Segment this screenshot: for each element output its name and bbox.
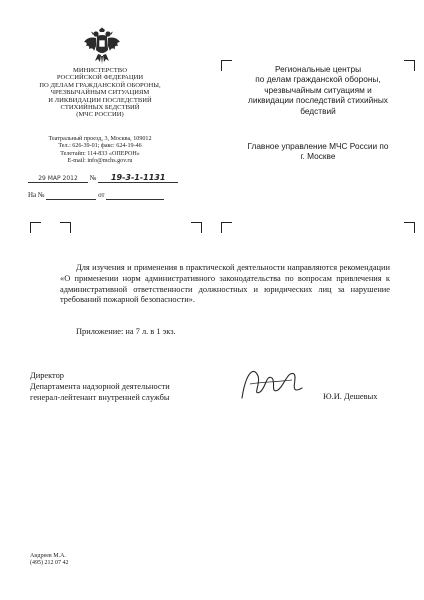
attachment-line: Приложение: на 7 л. в 1 экз. — [76, 327, 176, 336]
body-paragraph: Для изучения и применения в практической деятельности направляются рекомендации «О применении норм административного законодательства по вопросам привлечения к административной ответственности должностных и юридических лиц за нарушение требований пожарной безопасности». — [60, 263, 390, 305]
addressee-line: Региональные центры — [274, 64, 362, 74]
contact-phone: Тел.: 626-39-01; факс: 624-19-46 — [58, 143, 142, 150]
reply-from-label: от — [98, 191, 105, 199]
address-corner-tr — [191, 222, 202, 233]
contact-email: E-mail: info@mchs.gov.ru — [67, 158, 133, 165]
addressee-line: Главное управление МЧС России по — [247, 141, 389, 151]
addressee-block — [226, 64, 410, 116]
organization-header — [20, 67, 180, 119]
org-line: МИНИСТЕРСТВО — [73, 67, 127, 74]
reg-date: 29 МАР 2012 — [38, 175, 78, 182]
reg-date-field — [28, 174, 88, 183]
reg-no-label: № — [89, 174, 97, 182]
addressee-block-2 — [226, 141, 410, 162]
addressee-line: по делам гражданской обороны, — [255, 74, 381, 85]
signer-rank: генерал-лейтенант внутренней службы — [30, 392, 170, 402]
signature-block — [30, 371, 270, 403]
org-line: ЧРЕЗВЫЧАЙНЫМ СИТУАЦИЯМ — [50, 89, 150, 97]
reply-number-field — [46, 191, 96, 200]
org-line: И ЛИКВИДАЦИИ ПОСЛЕДСТВИЙ — [48, 96, 152, 104]
reply-date-field — [106, 191, 164, 200]
addressee-line: г. Москве — [300, 151, 336, 162]
reg-number-field — [98, 173, 178, 183]
letter-body — [60, 263, 390, 306]
signer-name: Ю.И. Дешевых — [323, 392, 378, 401]
contact-address: Театральный проезд, 3, Москва, 109012 — [48, 136, 152, 142]
reg-number: 19-3-1-1131 — [110, 173, 166, 182]
contact-teletype: Телетайп: 114-833 «ОПЕРОН» — [60, 150, 140, 157]
org-line: (МЧС РОССИИ) — [76, 111, 124, 119]
registration-line — [28, 173, 184, 183]
org-line: СТИХИЙНЫХ БЕДСТВИЙ — [60, 104, 140, 112]
subject-corner-tr — [60, 222, 71, 233]
coat-of-arms-emblem — [82, 26, 122, 66]
addressee-line: чрезвычайным ситуациям и — [264, 84, 372, 95]
signer-department: Департамента надзорной деятельности — [30, 381, 170, 391]
executor-block — [30, 553, 69, 568]
address-corner-tr2 — [404, 222, 415, 233]
address-corner-tl — [221, 222, 232, 233]
subject-corner-tl — [30, 222, 41, 233]
signer-title: Директор — [30, 371, 64, 380]
handwritten-signature — [236, 362, 306, 406]
addressee-line: бедствий — [300, 105, 336, 116]
reply-label: На № — [28, 191, 45, 199]
executor-name: Андреев М.А. — [30, 553, 66, 559]
org-line: ПО ДЕЛАМ ГРАЖДАНСКОЙ ОБОРОНЫ, — [39, 81, 161, 89]
contact-block — [20, 136, 180, 166]
addressee-line: ликвидации последствий стихийных — [248, 95, 388, 106]
reply-line — [28, 191, 184, 200]
executor-phone: (495) 212 07 42 — [30, 560, 69, 567]
org-line: РОССИЙСКОЙ ФЕДЕРАЦИИ — [56, 74, 144, 82]
